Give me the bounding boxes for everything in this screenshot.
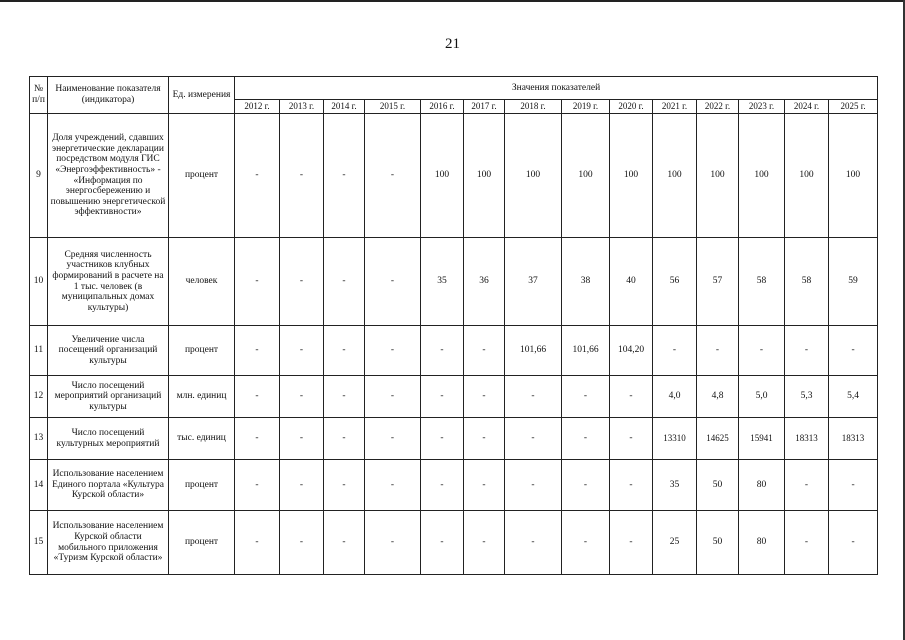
row-unit: млн. единиц xyxy=(169,376,235,418)
value-cell: 37 xyxy=(505,238,562,326)
table-row xyxy=(30,418,878,460)
header-year: 2017 г. xyxy=(464,100,505,114)
page-number: 21 xyxy=(445,36,460,52)
value-cell: 35 xyxy=(421,238,464,326)
value-cell: 101,66 xyxy=(505,326,562,376)
value-cell: 80 xyxy=(739,460,785,511)
header-indicator-name: Наименование показателя (индикатора) xyxy=(48,77,169,114)
row-indicator-name: Использование населением Курской области мобильного приложения «Туризм Курской области» xyxy=(48,511,169,575)
header-year: 2021 г. xyxy=(653,100,697,114)
value-cell: 57 xyxy=(697,238,739,326)
row-num: 15 xyxy=(30,511,48,575)
value-cell: - xyxy=(365,114,421,238)
value-cell: 5,3 xyxy=(785,376,829,418)
value-cell: - xyxy=(421,326,464,376)
value-cell: - xyxy=(280,238,324,326)
value-cell: 100 xyxy=(610,114,653,238)
value-cell: - xyxy=(280,114,324,238)
row-num: 10 xyxy=(30,238,48,326)
value-cell: 40 xyxy=(610,238,653,326)
value-cell: - xyxy=(562,418,610,460)
value-cell: - xyxy=(653,326,697,376)
value-cell: - xyxy=(829,460,878,511)
value-cell: - xyxy=(365,376,421,418)
row-unit: процент xyxy=(169,326,235,376)
value-cell: 100 xyxy=(421,114,464,238)
value-cell: - xyxy=(280,511,324,575)
value-cell: 15941 xyxy=(739,418,785,460)
value-cell: - xyxy=(421,511,464,575)
value-cell: - xyxy=(235,238,280,326)
value-cell: - xyxy=(365,326,421,376)
table-row xyxy=(30,460,878,511)
row-unit: тыс. единиц xyxy=(169,418,235,460)
value-cell: - xyxy=(785,511,829,575)
value-cell: 104,20 xyxy=(610,326,653,376)
row-num: 13 xyxy=(30,418,48,460)
value-cell: - xyxy=(421,376,464,418)
value-cell: 36 xyxy=(464,238,505,326)
value-cell: - xyxy=(235,460,280,511)
value-cell: 100 xyxy=(829,114,878,238)
value-cell: 5,0 xyxy=(739,376,785,418)
value-cell: 100 xyxy=(505,114,562,238)
value-cell: - xyxy=(235,418,280,460)
row-indicator-name: Число посещений культурных мероприятий xyxy=(48,418,169,460)
row-indicator-name: Увеличение числа посещений организаций культуры xyxy=(48,326,169,376)
value-cell: - xyxy=(464,418,505,460)
value-cell: - xyxy=(464,326,505,376)
header-year: 2018 г. xyxy=(505,100,562,114)
header-year: 2025 г. xyxy=(829,100,878,114)
value-cell: - xyxy=(421,460,464,511)
value-cell: 50 xyxy=(697,460,739,511)
value-cell: - xyxy=(697,326,739,376)
header-year: 2015 г. xyxy=(365,100,421,114)
value-cell: 100 xyxy=(697,114,739,238)
table-row xyxy=(30,238,878,326)
value-cell: - xyxy=(365,238,421,326)
header-year: 2020 г. xyxy=(610,100,653,114)
value-cell: - xyxy=(505,511,562,575)
value-cell: 101,66 xyxy=(562,326,610,376)
value-cell: - xyxy=(610,418,653,460)
row-num: 9 xyxy=(30,114,48,238)
scan-top-edge xyxy=(0,0,905,2)
value-cell: - xyxy=(505,418,562,460)
value-cell: - xyxy=(324,238,365,326)
row-num: 12 xyxy=(30,376,48,418)
value-cell: 100 xyxy=(464,114,505,238)
row-unit: человек xyxy=(169,238,235,326)
value-cell: - xyxy=(610,376,653,418)
value-cell: - xyxy=(785,326,829,376)
value-cell: - xyxy=(324,376,365,418)
value-cell: 58 xyxy=(785,238,829,326)
indicators-table xyxy=(29,76,878,575)
row-unit: процент xyxy=(169,114,235,238)
table-row xyxy=(30,376,878,418)
value-cell: - xyxy=(365,460,421,511)
value-cell: 56 xyxy=(653,238,697,326)
value-cell: 18313 xyxy=(785,418,829,460)
value-cell: - xyxy=(562,460,610,511)
row-indicator-name: Средняя численность участников клубных формирований в расчете на 1 тыс. человек (в муниципальных домах культуры) xyxy=(48,238,169,326)
row-num: 11 xyxy=(30,326,48,376)
value-cell: - xyxy=(280,326,324,376)
header-year: 2023 г. xyxy=(739,100,785,114)
value-cell: - xyxy=(324,460,365,511)
value-cell: 35 xyxy=(653,460,697,511)
row-unit: процент xyxy=(169,460,235,511)
value-cell: 4,0 xyxy=(653,376,697,418)
value-cell: - xyxy=(464,460,505,511)
value-cell: - xyxy=(280,418,324,460)
value-cell: 100 xyxy=(739,114,785,238)
value-cell: - xyxy=(505,460,562,511)
row-indicator-name: Доля учреждений, сдавших энергетические декларации посредством модуля ГИС «Энергоэффективность» - «Информация по энергосбережению и повышению энергетической эффективности» xyxy=(48,114,169,238)
header-year: 2014 г. xyxy=(324,100,365,114)
value-cell: - xyxy=(610,460,653,511)
value-cell: - xyxy=(280,376,324,418)
value-cell: 59 xyxy=(829,238,878,326)
value-cell: - xyxy=(324,114,365,238)
value-cell: - xyxy=(235,511,280,575)
value-cell: - xyxy=(324,511,365,575)
value-cell: 14625 xyxy=(697,418,739,460)
value-cell: - xyxy=(739,326,785,376)
value-cell: - xyxy=(829,511,878,575)
value-cell: 5,4 xyxy=(829,376,878,418)
header-year: 2012 г. xyxy=(235,100,280,114)
value-cell: 100 xyxy=(785,114,829,238)
header-year: 2016 г. xyxy=(421,100,464,114)
value-cell: 38 xyxy=(562,238,610,326)
value-cell: 58 xyxy=(739,238,785,326)
value-cell: - xyxy=(365,418,421,460)
value-cell: - xyxy=(464,511,505,575)
value-cell: - xyxy=(464,376,505,418)
value-cell: - xyxy=(324,418,365,460)
value-cell: 4,8 xyxy=(697,376,739,418)
value-cell: - xyxy=(785,460,829,511)
value-cell: - xyxy=(235,326,280,376)
table-row xyxy=(30,114,878,238)
value-cell: - xyxy=(235,114,280,238)
header-unit: Ед. измерения xyxy=(169,77,235,114)
table-row xyxy=(30,326,878,376)
value-cell: 13310 xyxy=(653,418,697,460)
value-cell: 100 xyxy=(562,114,610,238)
header-values-group: Значения показателей xyxy=(235,77,878,100)
value-cell: 50 xyxy=(697,511,739,575)
value-cell: - xyxy=(280,460,324,511)
value-cell: - xyxy=(235,376,280,418)
header-num: № п/п xyxy=(30,77,48,114)
row-indicator-name: Использование населением Единого портала «Культура Курской области» xyxy=(48,460,169,511)
table-row xyxy=(30,511,878,575)
header-year: 2022 г. xyxy=(697,100,739,114)
value-cell: 25 xyxy=(653,511,697,575)
row-num: 14 xyxy=(30,460,48,511)
value-cell: - xyxy=(829,326,878,376)
header-year: 2019 г. xyxy=(562,100,610,114)
value-cell: - xyxy=(324,326,365,376)
value-cell: 18313 xyxy=(829,418,878,460)
value-cell: - xyxy=(562,376,610,418)
value-cell: 100 xyxy=(653,114,697,238)
header-year: 2024 г. xyxy=(785,100,829,114)
row-unit: процент xyxy=(169,511,235,575)
value-cell: - xyxy=(505,376,562,418)
value-cell: - xyxy=(421,418,464,460)
value-cell: - xyxy=(365,511,421,575)
row-indicator-name: Число посещений мероприятий организаций культуры xyxy=(48,376,169,418)
header-year: 2013 г. xyxy=(280,100,324,114)
value-cell: - xyxy=(562,511,610,575)
value-cell: - xyxy=(610,511,653,575)
value-cell: 80 xyxy=(739,511,785,575)
